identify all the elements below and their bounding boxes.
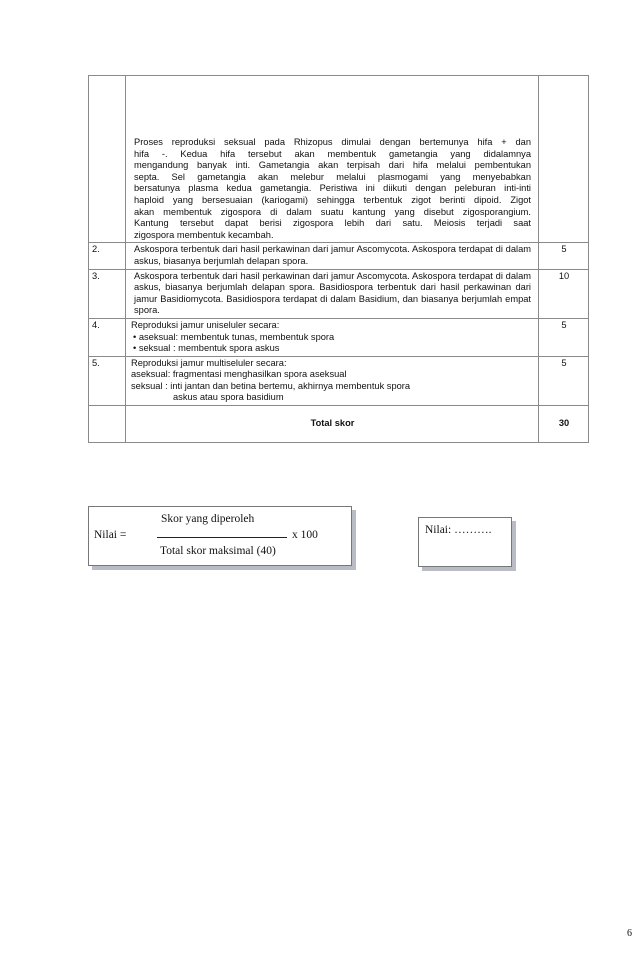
answer-cell — [126, 76, 539, 243]
answer-cell — [126, 318, 539, 356]
page-number: 6 — [627, 928, 632, 939]
row-number: 5. — [89, 356, 126, 405]
row-number — [89, 76, 126, 243]
answer-line: zigospora membentuk kecambah. — [134, 229, 274, 240]
formula-multiplier: x 100 — [292, 529, 318, 541]
row-number: 2. — [89, 243, 126, 269]
table-row — [89, 269, 589, 318]
nilai-text: Nilai: ………. — [425, 524, 492, 536]
row-number: 3. — [89, 269, 126, 318]
score-formula-box — [88, 506, 352, 566]
formula-denominator: Total skor maksimal (40) — [160, 545, 276, 557]
answer-line: aseksual: fragmentasi menghasilkan spora aseksual — [131, 369, 347, 380]
row-number: 4. — [89, 318, 126, 356]
answer-line: seksual : inti jantan dan betina bertemu, akhirnya membentuk spora — [131, 380, 411, 391]
answer-line: Reproduksi jamur multiseluler secara: — [131, 357, 287, 368]
answer-cell: Askospora terbentuk dari hasil perkawinan dari jamur Ascomycota. Askospora terdapat di dalam askus, biasanya berjumlah delapan spora. — [126, 243, 539, 269]
answer-line: mengandung banyak inti. Gametangia akan terpisah dari hifa melalui pembentukan — [134, 160, 531, 171]
answer-line: Kantung tersebut dapat berisi zigospora lebih dari satu. Meiosis terjadi saat — [134, 218, 531, 229]
table-row — [89, 356, 589, 405]
answer-line: akan membentuk zigospora di dalam suatu kantung yang disebut zigosporangium. — [134, 206, 531, 217]
bullet-list — [131, 332, 534, 355]
table-row — [89, 76, 589, 243]
score-cell: 5 — [539, 318, 589, 356]
total-label: Total skor — [126, 406, 539, 443]
answer-cell: Askospora terbentuk dari hasil perkawinan dari jamur Ascomycota. Askospora terdapat di dalam askus, biasanya berjumlah delapan spora. Basidiospora terbentuk dari hasil perkawinan dari jamur Basidiomycota. Basidiospora terdapat di dalam Basidium, dan biasanya berjumlah empat spora. — [126, 269, 539, 318]
bullet-item: • seksual : membentuk spora askus — [131, 343, 534, 355]
formula-numerator: Skor yang diperoleh — [161, 513, 255, 525]
bullet-item: • aseksual: membentuk tunas, membentuk spora — [131, 332, 534, 344]
total-row — [89, 406, 589, 443]
answer-cell — [126, 356, 539, 405]
score-cell: 10 — [539, 269, 589, 318]
answer-line: bersatunya plasma kedua gametangia. Peristiwa ini diikuti dengan peleburan inti-inti — [134, 183, 531, 194]
score-cell — [539, 76, 589, 243]
answer-line: hifa -. Kedua hifa tersebut akan membentuk gametangia yang didalamnya — [134, 148, 531, 159]
nilai-box — [418, 517, 512, 567]
answer-intro: Reproduksi jamur uniseluler secara: — [131, 319, 280, 330]
table-row — [89, 243, 589, 269]
answer-line: haploid yang bersesuaian (kariogami) sehingga terbentuk zigot berinti dipoid. Zigot — [134, 194, 531, 205]
score-cell: 5 — [539, 356, 589, 405]
fraction-line — [157, 537, 287, 538]
formula-label: Nilai = — [94, 529, 127, 541]
score-cell: 5 — [539, 243, 589, 269]
answer-line: askus atau spora basidium — [173, 392, 284, 403]
total-value: 30 — [539, 406, 589, 443]
table-row — [89, 318, 589, 356]
answer-line: septa. Sel gametangia akan melebur melalui plasmogami yang menyebabkan — [134, 171, 531, 182]
scoring-table — [88, 75, 589, 443]
answer-line: Proses reproduksi seksual pada Rhizopus dimulai dengan bertemunya hifa + dan — [134, 137, 531, 147]
